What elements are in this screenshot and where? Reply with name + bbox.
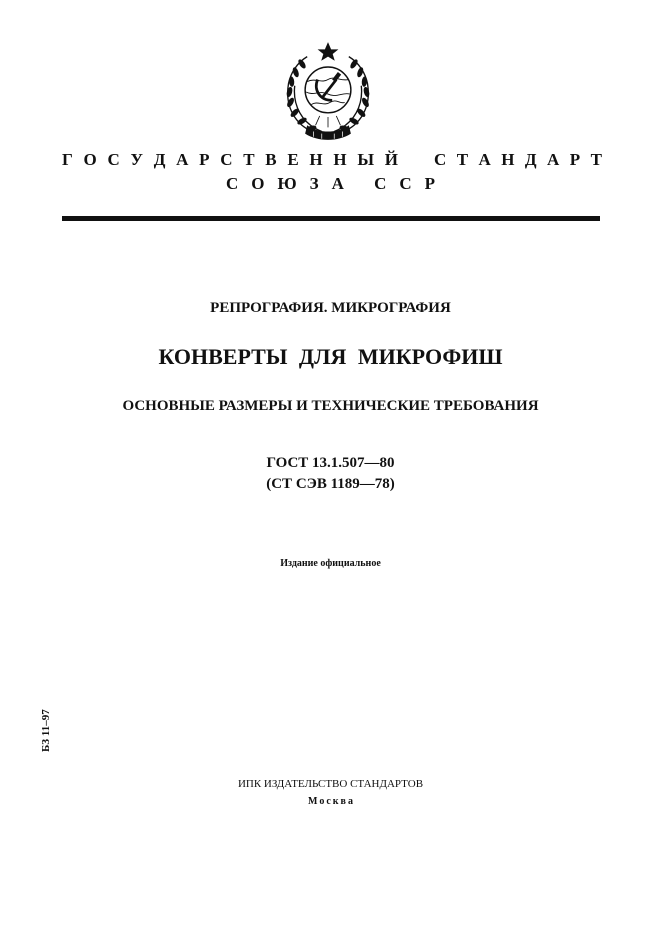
header-rule <box>62 216 600 221</box>
publisher-name: ИПК ИЗДАТЕЛЬСТВО СТАНДАРТОВ <box>237 778 424 790</box>
edition-label: Издание официальное <box>280 558 381 569</box>
publisher-city: Москва <box>308 796 355 807</box>
header-word-state: Г О С У Д А Р С Т В Е Н Н Ы Й <box>62 150 398 169</box>
document-title: КОНВЕРТЫ ДЛЯ МИКРОФИШ <box>158 344 503 369</box>
st-sev-number: (СТ СЭВ 1189—78) <box>266 476 395 492</box>
side-code: БЗ 11–97 <box>40 709 52 752</box>
standard-header-line2: СОЮЗА ССР <box>225 174 449 193</box>
standard-header-line1 <box>62 150 602 170</box>
ussr-state-emblem-icon <box>276 40 380 144</box>
gost-number: ГОСТ 13.1.507—80 <box>266 455 395 471</box>
document-subtitle: ОСНОВНЫЕ РАЗМЕРЫ И ТЕХНИЧЕСКИЕ ТРЕБОВАНИЯ <box>122 398 539 414</box>
document-series: РЕПРОГРАФИЯ. МИКРОГРАФИЯ <box>210 300 451 316</box>
header-word-standard: С Т А Н Д А Р Т <box>434 150 602 169</box>
